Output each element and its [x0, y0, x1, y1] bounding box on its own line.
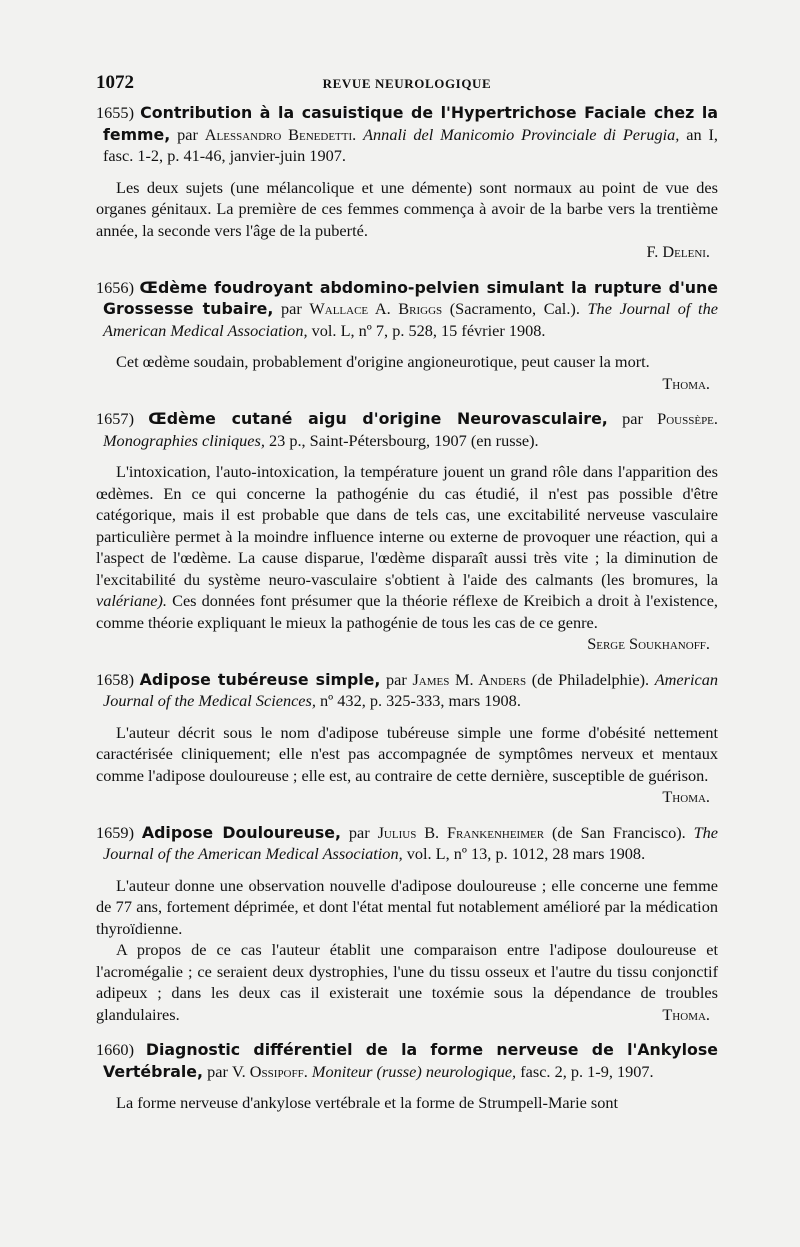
entry-paragraph-text: Ces données font présumer que la théorie réflexe de Kreibich a droit à l'existence, comme théorie expliquant le mieux la pathogénie de tous les cas de ce genre. [96, 591, 718, 632]
entry-paragraph-text: L'intoxication, l'auto-intoxication, la température jouent un grand rôle dans l'apparition des œdèmes. En ce qui concerne la pathogénie du cas étudié, il n'est pas possible d'être catégorique, mais il est probable que dans de tels cas, une excitabilité nerveuse vasculaire particulière permet à la moindre influence interne ou externe de provoquer une réaction, qui a l'aspect de l'œdème. La cause disparue, l'œdème disparaît aussi très vite ; la diminution de l'excitabilité du système neuro-vasculaire s'obtient à l'aide des calmants (les bromures, la [96, 462, 718, 589]
entry-heading [96, 1039, 718, 1082]
entry-1657 [96, 408, 718, 655]
entry-heading [96, 822, 718, 865]
entry-signature-line [96, 241, 718, 263]
page-number: 1072 [96, 72, 134, 93]
entry-author: Poussèpe. [657, 409, 718, 428]
entry-author: James M. Anders [412, 669, 527, 689]
entry-place: (Sacramento, Cal.). [449, 299, 580, 318]
entry-place: (de San Francisco). [551, 822, 686, 842]
entry-title: Adipose Douloureuse, [141, 822, 342, 842]
entry-reference: 23 p., Saint-Pétersbourg, 1907 (en russe). [268, 430, 539, 450]
entry-paragraph: L'auteur donne une observation nouvelle d'adipose douloureuse ; elle concerne une femme de 77 ans, fortement déprimée, et dont l'état mental fut notablement amélioré par la médication thyroïdienne. [96, 875, 718, 938]
page-header [96, 72, 718, 98]
entry-paragraph [96, 461, 718, 653]
entry-by: par [280, 299, 302, 318]
entry-by: par [348, 822, 370, 842]
entry-title: Œdème foudroyant abdomino-pelvien simulant la rupture d'une Grossesse tubaire, [103, 277, 718, 318]
entry-paragraph-text: L'auteur décrit sous le nom d'adipose tubéreuse simple une forme d'obésité nettement caractérisée cliniquement; elle n'est pas accompagnée de symptômes nerveux et mentaux comme l'adipose douloureuse ; elle est, au contraire de cette dernière, susceptible de guérison. [96, 722, 718, 785]
entry-journal: Annali del Manicomio Provinciale di Perugia, [363, 124, 680, 144]
entry-paragraph [96, 351, 718, 393]
entry-paragraph-text: Cet œdème soudain, probablement d'origine angioneurotique, peut causer la mort. [116, 352, 650, 371]
entry-heading [96, 102, 718, 167]
entry-journal: The Journal of the American Medical Association, [103, 299, 718, 340]
entry-journal: American Journal of the Medical Sciences, [103, 669, 718, 710]
entry-reference: fasc. 2, p. 1-9, 1907. [520, 1061, 654, 1081]
entry-1655 [96, 102, 718, 263]
entry-paragraph [96, 939, 718, 1025]
entry-author: V. Ossipoff. [231, 1061, 308, 1081]
entry-title: Adipose tubéreuse simple, [139, 669, 381, 689]
entry-author: Wallace A. Briggs [309, 299, 443, 318]
entry-journal: Monographies cliniques, [103, 430, 265, 450]
entry-by: par [177, 124, 198, 144]
entry-author: Julius B. Frankenheimer [377, 822, 545, 842]
entry-number: 1655) [96, 103, 134, 122]
entry-signature: F. Deleni. [646, 242, 710, 261]
entry-reference: nº 432, p. 325-333, mars 1908. [320, 691, 521, 710]
entry-1656 [96, 277, 718, 395]
entry-place: (de Philadelphie). [531, 669, 650, 689]
entry-number: 1660) [96, 1040, 134, 1059]
entry-heading [96, 408, 718, 451]
entry-reference: vol. L, nº 7, p. 528, 15 février 1908. [311, 320, 546, 340]
entry-title: Contribution à la casuistique de l'Hypertrichose Faciale chez la femme, [103, 103, 718, 144]
entry-number: 1656) [96, 277, 134, 297]
entry-journal: The Journal of the American Medical Association, [103, 822, 719, 863]
entry-by: par [622, 409, 643, 428]
entry-paragraph [96, 722, 718, 806]
entry-paragraph: La forme nerveuse d'ankylose vertébrale et la forme de Strumpell-Marie sont [116, 1093, 619, 1112]
entry-number: 1657) [96, 409, 134, 428]
entry-heading [96, 669, 718, 712]
entry-paragraph-italic: valériane). [96, 591, 167, 610]
entry-journal: Moniteur (russe) neurologique, [311, 1061, 517, 1081]
entry-title: Œdème cutané aigu d'origine Neurovasculaire, [148, 409, 608, 428]
entry-paragraph-text: A propos de ce cas l'auteur établit une comparaison entre l'adipose douloureuse et l'acromégalie ; ce seraient deux dystrophies, l'une du tissu osseux et l'autre du tissu conjonctif adipeux ; dans les deux cas il existerait une toxémie sous la dépendance de troubles glandulaires. [96, 940, 718, 1024]
running-head: REVUE NEUROLOGIQUE [322, 76, 492, 91]
entry-1660 [96, 1039, 718, 1114]
entry-signature: Thoma. [662, 1004, 710, 1024]
entry-reference: an I, fasc. 1-2, p. 41-46, janvier-juin 1907. [103, 124, 718, 165]
entry-number: 1658) [96, 669, 134, 689]
entry-signature: Thoma. [662, 787, 710, 806]
entry-signature: Serge Soukhanoff. [587, 634, 710, 653]
entry-by: par [386, 669, 407, 689]
entry-reference: vol. L, nº 13, p. 1012, 28 mars 1908. [406, 844, 646, 863]
entry-by: par [207, 1061, 228, 1081]
entry-heading [96, 277, 718, 342]
entry-number: 1659) [96, 822, 134, 842]
entry-1659 [96, 822, 718, 1026]
entry-title: Diagnostic différentiel de la forme nerveuse de l'Ankylose Vertébrale, [103, 1040, 718, 1081]
entry-1658 [96, 669, 718, 808]
entry-paragraph: Les deux sujets (une mélancolique et une démente) sont normaux au point de vue des organes génitaux. La première de ces femmes commença à avoir de la barbe vers la trentième année, la seconde vers l'âge de la puberté. [96, 177, 718, 240]
entry-author: Alessandro Benedetti. [204, 124, 357, 144]
entry-signature: Thoma. [662, 373, 710, 393]
